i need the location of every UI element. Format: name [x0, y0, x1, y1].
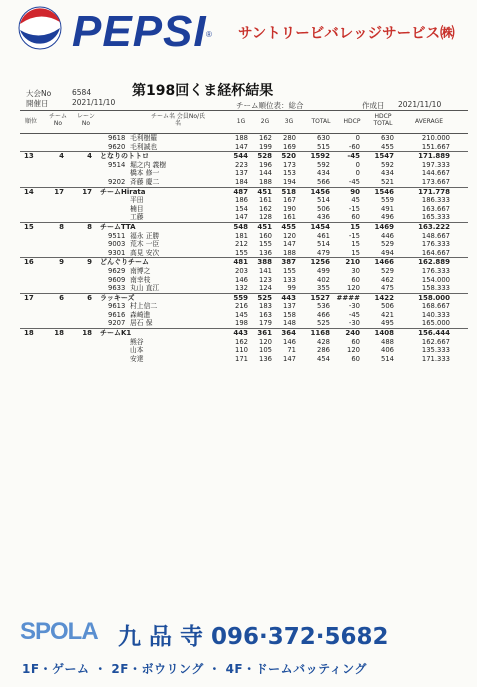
cell-total: 454: [317, 354, 330, 363]
cell-lane: 17: [82, 187, 92, 196]
cell-g3: 190: [283, 204, 296, 213]
cell-name: 平田: [130, 196, 144, 205]
member-row: [20, 355, 468, 364]
cell-avg: 158.333: [421, 284, 450, 293]
cell-hdcp-total: 630: [381, 134, 394, 142]
cell-avg: 173.667: [421, 177, 450, 186]
cell-g3: 188: [283, 248, 296, 257]
col-g2: 2G: [260, 118, 270, 125]
cell-g2: 183: [259, 302, 272, 311]
cell-hdcp-total: 434: [381, 169, 394, 178]
cell-name: 村上信二: [130, 302, 158, 311]
cell-no: 9202: [108, 177, 126, 186]
cell-total: 514: [317, 196, 330, 205]
cell-g3: 148: [283, 319, 296, 328]
cell-name: 毛利誠也: [130, 142, 158, 151]
cell-avg: 186.333: [421, 196, 450, 205]
cell-name: チームHirata: [100, 187, 146, 196]
cell-rank: 18: [24, 329, 34, 338]
cell-g2: 144: [259, 169, 272, 178]
cell-total: 499: [317, 266, 330, 275]
cell-g3: 146: [283, 337, 296, 346]
team-row: [20, 151, 468, 161]
cell-no: 9613: [108, 302, 126, 311]
cell-g1: 132: [235, 284, 248, 293]
cell-total: 1256: [310, 258, 330, 267]
cell-name: 山本: [130, 346, 144, 355]
cell-g2: 179: [259, 319, 272, 328]
cell-hdcp-total: 506: [381, 302, 394, 311]
cell-hdcp: 30: [351, 266, 360, 275]
cell-lane: 6: [87, 293, 92, 302]
page-title: 第198回くま経杯結果: [132, 83, 274, 99]
cell-total: 630: [317, 134, 330, 142]
cell-total: 479: [317, 248, 330, 257]
cell-g1: 146: [235, 275, 248, 284]
cell-team-no: 8: [59, 222, 64, 231]
cell-rank: 15: [24, 222, 34, 231]
cell-g2: 105: [259, 346, 272, 355]
cell-g3: 133: [283, 275, 296, 284]
cell-hdcp: -30: [348, 302, 360, 311]
cell-g3: 147: [283, 354, 296, 363]
cell-hdcp: 60: [351, 275, 360, 284]
cell-total: 402: [317, 275, 330, 284]
cell-hdcp-total: 521: [381, 177, 394, 186]
member-row: [20, 311, 468, 320]
cell-name: 安達: [130, 354, 144, 363]
cell-name: どんぐりチーム: [100, 258, 149, 267]
cell-avg: 176.333: [421, 240, 450, 249]
cell-avg: 156.444: [418, 329, 450, 338]
member-row: [20, 134, 468, 143]
cell-hdcp: 0: [355, 134, 360, 142]
cell-g1: 198: [235, 319, 248, 328]
cell-name: 楠目: [130, 204, 144, 213]
member-row: [20, 284, 468, 293]
cell-g3: 153: [283, 169, 296, 178]
advertisement-header: [0, 0, 477, 72]
cell-hdcp: -45: [347, 152, 360, 161]
cell-total: 1454: [310, 222, 330, 231]
cell-no: 9609: [108, 275, 126, 284]
cell-g1: 548: [233, 222, 248, 231]
cell-g3: 443: [281, 293, 296, 302]
cell-team-no: 18: [54, 329, 64, 338]
cell-no: 9207: [108, 319, 126, 328]
cell-avg: 168.667: [421, 302, 450, 311]
cell-name: 居石 保: [130, 319, 153, 328]
team-row: [20, 293, 468, 303]
col-g3: 3G: [284, 118, 294, 125]
col-name: チーム名 会員No/氏名: [150, 113, 206, 127]
cell-name: 工藤: [130, 213, 144, 222]
member-row: [20, 319, 468, 328]
cell-no: 9511: [108, 231, 126, 240]
cell-rank: 13: [24, 152, 34, 161]
spola-logo: SPOLA: [20, 618, 98, 645]
cell-g1: 544: [233, 152, 248, 161]
created-label: 作成日: [362, 101, 385, 110]
cell-hdcp-total: 462: [381, 275, 394, 284]
cell-avg: 154.000: [421, 275, 450, 284]
brand-trademark: ®: [206, 30, 212, 39]
cell-g1: 481: [233, 258, 248, 267]
cell-hdcp-total: 1469: [374, 222, 394, 231]
cell-rank: 16: [24, 258, 34, 267]
cell-g1: 155: [235, 248, 248, 257]
cell-avg: 148.667: [421, 231, 450, 240]
company-name: サントリービバレッジサービス㈱: [238, 26, 455, 42]
cell-hdcp: 90: [350, 187, 360, 196]
cell-hdcp: -15: [348, 204, 360, 213]
cell-hdcp-total: 421: [381, 310, 394, 319]
cell-team-no: 9: [59, 258, 64, 267]
cell-g2: 136: [259, 354, 272, 363]
cell-hdcp: 210: [345, 258, 360, 267]
cell-hdcp-total: 514: [381, 354, 394, 363]
cell-g2: 141: [259, 266, 272, 275]
cell-avg: 176.333: [421, 266, 450, 275]
cell-g2: 163: [259, 310, 272, 319]
cell-g2: 528: [257, 152, 272, 161]
cell-hdcp-total: 488: [381, 337, 394, 346]
cell-avg: 171.333: [421, 354, 450, 363]
cell-hdcp: ####: [336, 293, 360, 302]
cell-g2: 128: [259, 213, 272, 222]
cell-g2: 451: [257, 222, 272, 231]
cell-g1: 181: [235, 231, 248, 240]
cell-hdcp-total: 496: [381, 213, 394, 222]
results-table: [20, 110, 468, 363]
cell-total: 1456: [310, 187, 330, 196]
cell-g1: 110: [235, 346, 248, 355]
cell-g1: 216: [235, 302, 248, 311]
cell-avg: 144.667: [421, 169, 450, 178]
cell-hdcp-total: 491: [381, 204, 394, 213]
cell-avg: 151.667: [421, 142, 450, 151]
cell-hdcp: 60: [351, 337, 360, 346]
member-row: [20, 302, 468, 311]
event-date: 2021/11/10: [72, 98, 116, 107]
cell-g2: 451: [257, 187, 272, 196]
cell-total: 436: [317, 213, 330, 222]
cell-no: 9301: [108, 248, 126, 257]
cell-g2: 160: [259, 231, 272, 240]
cell-g2: 136: [259, 248, 272, 257]
cell-name: チームK1: [100, 329, 132, 338]
cell-hdcp: 0: [355, 160, 360, 169]
cell-avg: 197.333: [421, 160, 450, 169]
cell-name: 南博之: [130, 266, 151, 275]
cell-g2: 162: [259, 204, 272, 213]
cell-g1: 212: [235, 240, 248, 249]
cell-total: 566: [317, 177, 330, 186]
col-hdcp: HDCP: [343, 118, 361, 125]
cell-g1: 184: [235, 177, 248, 186]
cell-total: 461: [317, 231, 330, 240]
cell-rank: 17: [24, 293, 34, 302]
cell-g2: 188: [259, 177, 272, 186]
cell-g1: 203: [235, 266, 248, 275]
cell-g1: 147: [235, 213, 248, 222]
team-row: [20, 222, 468, 232]
cell-name: 毛利樹羅: [130, 134, 158, 142]
cell-avg: 162.667: [421, 337, 450, 346]
cell-hdcp: -60: [348, 142, 360, 151]
cell-g3: 167: [283, 196, 296, 205]
cell-hdcp-total: 529: [381, 266, 394, 275]
cell-g3: 455: [281, 222, 296, 231]
team-row: [20, 187, 468, 197]
cell-hdcp: 60: [351, 354, 360, 363]
cell-g1: 559: [233, 293, 248, 302]
cell-g3: 137: [283, 302, 296, 311]
member-row: [20, 196, 468, 205]
cell-g1: 171: [235, 354, 248, 363]
tournament-label: 大会No: [26, 89, 52, 98]
member-row: [20, 178, 468, 187]
cell-g1: 186: [235, 196, 248, 205]
cell-hdcp-total: 529: [381, 240, 394, 249]
cell-avg: 163.667: [421, 204, 450, 213]
cell-g3: 161: [283, 213, 296, 222]
col-rank: 順位: [24, 118, 37, 125]
cell-g1: 137: [235, 169, 248, 178]
cell-g3: 364: [281, 329, 296, 338]
cell-name: 高見 安次: [130, 248, 160, 257]
cell-g2: 525: [257, 293, 272, 302]
cell-g2: 361: [257, 329, 272, 338]
cell-total: 506: [317, 204, 330, 213]
cell-hdcp-total: 494: [381, 248, 394, 257]
cell-g3: 120: [283, 231, 296, 240]
cell-name: 荒木 一臣: [130, 240, 160, 249]
cell-no: 9616: [108, 310, 126, 319]
cell-total: 1592: [310, 152, 330, 161]
team-row: [20, 328, 468, 338]
cell-hdcp: 60: [351, 213, 360, 222]
cell-g1: 188: [235, 134, 248, 142]
cell-g1: 487: [233, 187, 248, 196]
member-row: [20, 161, 468, 170]
team-row: [20, 257, 468, 267]
member-row: [20, 267, 468, 276]
tournament-no: 6584: [72, 88, 92, 97]
cell-total: 355: [317, 284, 330, 293]
col-total: TOTAL: [311, 118, 331, 125]
cell-avg: 140.333: [421, 310, 450, 319]
cell-avg: 164.667: [421, 248, 450, 257]
cell-g2: 388: [257, 258, 272, 267]
member-row: [20, 169, 468, 178]
cell-total: 1527: [310, 293, 330, 302]
cell-hdcp-total: 559: [381, 196, 394, 205]
cell-total: 514: [317, 240, 330, 249]
cell-name: となりのトトロ: [100, 152, 149, 161]
cell-g2: 124: [259, 284, 272, 293]
cell-hdcp-total: 455: [381, 142, 394, 151]
cell-name: 熊谷: [130, 337, 144, 346]
cell-hdcp: -15: [348, 231, 360, 240]
cell-team-no: 4: [59, 152, 64, 161]
cell-name: 福永 正勝: [130, 231, 160, 240]
cell-lane: 9: [87, 258, 92, 267]
cell-total: 525: [317, 319, 330, 328]
member-row: [20, 205, 468, 214]
cell-hdcp: 120: [347, 346, 360, 355]
cell-name: チームTTA: [100, 222, 136, 231]
cell-total: 428: [317, 337, 330, 346]
cell-avg: 210.000: [421, 134, 450, 142]
cell-hdcp: 15: [351, 240, 360, 249]
cell-avg: 171.778: [418, 187, 450, 196]
cell-rank: 14: [24, 187, 34, 196]
cell-name: 堀之内 義樹: [130, 160, 167, 169]
cell-g3: 387: [281, 258, 296, 267]
member-row: [20, 338, 468, 347]
cell-name: 南幸枝: [130, 275, 151, 284]
cell-total: 515: [317, 142, 330, 151]
cell-g2: 120: [259, 337, 272, 346]
cell-total: 1168: [310, 329, 330, 338]
cell-hdcp: 45: [351, 196, 360, 205]
cell-name: ラッキーズ: [100, 293, 135, 302]
brand-logo: PEPSI: [72, 7, 207, 56]
cell-no: 9633: [108, 284, 126, 293]
cell-avg: 135.333: [421, 346, 450, 355]
cell-g3: 169: [283, 142, 296, 151]
cell-hdcp-total: 406: [381, 346, 394, 355]
cell-hdcp: -45: [348, 310, 360, 319]
cell-g3: 520: [281, 152, 296, 161]
cell-hdcp: -45: [348, 177, 360, 186]
cell-name: 森崎進: [130, 310, 151, 319]
cell-g2: 162: [259, 134, 272, 142]
col-lane-no: レーン No: [77, 113, 95, 127]
member-row: [20, 213, 468, 222]
cell-hdcp-total: 1466: [374, 258, 394, 267]
cell-hdcp: 15: [351, 248, 360, 257]
cell-g1: 223: [235, 160, 248, 169]
col-team-no: チーム No: [48, 113, 67, 127]
cell-no: 9003: [108, 240, 126, 249]
cell-hdcp-total: 446: [381, 231, 394, 240]
cell-no: 9629: [108, 266, 126, 275]
cell-team-no: 17: [54, 187, 64, 196]
cell-avg: 163.222: [418, 222, 450, 231]
cell-hdcp-total: 495: [381, 319, 394, 328]
cell-total: 592: [317, 160, 330, 169]
cell-g1: 443: [233, 329, 248, 338]
cell-avg: 162.889: [418, 258, 450, 267]
cell-team-no: 6: [59, 293, 64, 302]
cell-avg: 158.000: [418, 293, 450, 302]
cell-hdcp-total: 475: [381, 284, 394, 293]
cell-g1: 145: [235, 310, 248, 319]
cell-hdcp-total: 1547: [374, 152, 394, 161]
cell-hdcp: 0: [355, 169, 360, 178]
member-row: [20, 232, 468, 241]
member-row: [20, 249, 468, 258]
phone-line: 九 品 寺 096·372·5682: [118, 624, 389, 650]
cell-total: 466: [317, 310, 330, 319]
cell-g2: 155: [259, 240, 272, 249]
cell-g1: 162: [235, 337, 248, 346]
col-hdcp-total: HDCP TOTAL: [373, 113, 393, 127]
cell-hdcp: 15: [350, 222, 360, 231]
cell-g2: 123: [259, 275, 272, 284]
col-average: AVERAGE: [415, 118, 443, 125]
cell-g3: 280: [283, 134, 296, 142]
cell-avg: 165.000: [421, 319, 450, 328]
cell-lane: 8: [87, 222, 92, 231]
cell-hdcp-total: 1408: [374, 329, 394, 338]
cell-total: 286: [317, 346, 330, 355]
cell-g2: 199: [259, 142, 272, 151]
ranking-label: チーム順位表：総合: [236, 101, 304, 110]
cell-hdcp: 240: [345, 329, 360, 338]
member-row: [20, 276, 468, 285]
cell-g1: 147: [235, 142, 248, 151]
cell-avg: 171.889: [418, 152, 450, 161]
cell-name: 斉藤 慶二: [130, 177, 160, 186]
table-body: [20, 134, 468, 363]
cell-g3: 518: [281, 187, 296, 196]
cell-hdcp-total: 1422: [374, 293, 394, 302]
cell-g3: 99: [287, 284, 296, 293]
cell-hdcp: 120: [347, 284, 360, 293]
cell-name: 橋本 修一: [130, 169, 160, 178]
cell-name: 丸山 直江: [130, 284, 160, 293]
member-row: [20, 240, 468, 249]
cell-no: 9514: [108, 160, 126, 169]
member-row: [20, 346, 468, 355]
cell-lane: 4: [87, 152, 92, 161]
cell-hdcp-total: 1546: [374, 187, 394, 196]
cell-avg: 165.333: [421, 213, 450, 222]
table-header: [20, 110, 468, 134]
cell-g3: 173: [283, 160, 296, 169]
cell-total: 434: [317, 169, 330, 178]
cell-g3: 158: [283, 310, 296, 319]
col-g1: 1G: [236, 118, 246, 125]
cell-no: 9620: [108, 142, 126, 151]
cell-hdcp: -30: [348, 319, 360, 328]
pepsi-globe-icon: [18, 6, 62, 50]
facility-info: 1F・ゲーム ・ 2F・ボウリング ・ 4F・ドームバッティング: [22, 662, 367, 676]
cell-total: 536: [317, 302, 330, 311]
cell-g3: 155: [283, 266, 296, 275]
cell-g2: 196: [259, 160, 272, 169]
cell-lane: 18: [82, 329, 92, 338]
date-label: 開催日: [26, 99, 49, 108]
member-row: [20, 143, 468, 152]
cell-no: 9618: [108, 134, 126, 142]
cell-hdcp-total: 592: [381, 160, 394, 169]
cell-g3: 194: [283, 177, 296, 186]
cell-g2: 161: [259, 196, 272, 205]
cell-g3: 71: [287, 346, 296, 355]
created-date: 2021/11/10: [398, 100, 442, 109]
cell-g3: 147: [283, 240, 296, 249]
cell-g1: 154: [235, 204, 248, 213]
